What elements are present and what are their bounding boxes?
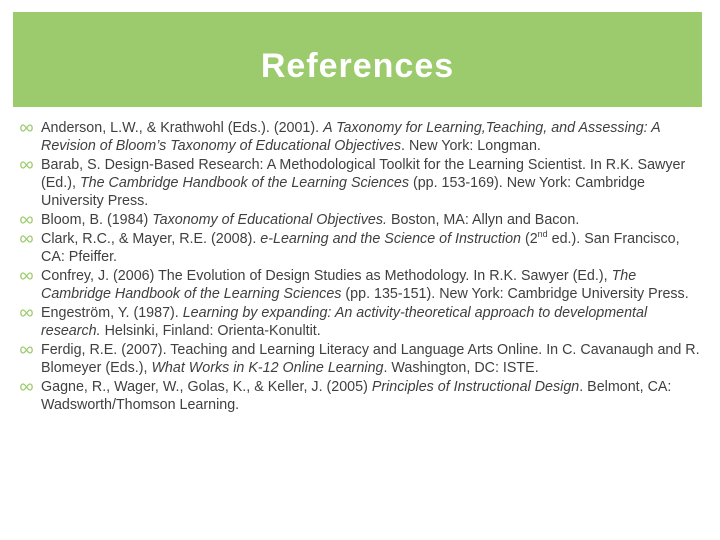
- reference-title: The Cambridge Handbook of the Learning Sciences: [79, 175, 409, 191]
- reference-text: Clark, R.C., & Mayer, R.E. (2008).: [41, 231, 261, 247]
- infinity-loop-icon: [20, 156, 34, 174]
- reference-text: Helsinki, Finland: Orienta-Konultit.: [100, 323, 321, 339]
- reference-text: . Belmont, CA: Wadsworth/Thomson Learning.: [41, 379, 672, 413]
- reference-text: Bloom, B. (1984): [41, 212, 153, 228]
- reference-title: Taxonomy of Educational Objectives.: [152, 212, 387, 228]
- reference-title: e-Learning and the Science of Instruction: [260, 231, 521, 247]
- infinity-loop-icon: [20, 211, 34, 229]
- superscript: nd: [537, 229, 548, 240]
- reference-item: [20, 211, 706, 229]
- reference-list: [20, 119, 706, 415]
- reference-text: Barab, S. Design-Based Research: A Methodological Toolkit for the Learning Scientist. In R.K. Sawyer (Ed.),: [41, 157, 686, 191]
- reference-text: . New York: Longman.: [401, 138, 541, 154]
- reference-title: A Taxonomy for Learning,Teaching, and Assessing: A Revision of Bloom’s Taxonomy of Educational Objectives: [41, 120, 661, 154]
- reference-text: ed.). San Francisco, CA: Pfeiffer.: [41, 231, 680, 265]
- infinity-loop-icon: [20, 378, 34, 396]
- infinity-loop-icon: [20, 304, 34, 322]
- infinity-loop-icon: [20, 341, 34, 359]
- infinity-loop-icon: [20, 230, 34, 248]
- reference-item: [20, 156, 706, 210]
- slide-title: References: [260, 47, 455, 85]
- reference-item: [20, 119, 706, 155]
- reference-item: [20, 230, 706, 266]
- reference-text: Gagne, R., Wager, W., Golas, K., & Keller, J. (2005): [41, 379, 372, 395]
- reference-item: [20, 341, 706, 377]
- reference-text: Confrey, J. (2006) The Evolution of Design Studies as Methodology. In R.K. Sawyer (Ed.),: [41, 268, 612, 284]
- reference-item: [20, 304, 706, 340]
- reference-text: Engeström, Y. (1987).: [41, 305, 183, 321]
- reference-text: (pp. 153-169). New York: Cambridge University Press.: [41, 175, 645, 209]
- reference-text: . Washington, DC: ISTE.: [383, 360, 539, 376]
- reference-text: Ferdig, R.E. (2007). Teaching and Learning Literacy and Language Arts Online. In C. Cavanaugh and R. Blomeyer (Eds.),: [41, 342, 700, 376]
- reference-title: Learning by expanding: An activity-theoretical approach to developmental research.: [41, 305, 648, 339]
- reference-item: [20, 378, 706, 414]
- reference-title: What Works in K-12 Online Learning: [151, 360, 384, 376]
- reference-title: The Cambridge Handbook of the Learning Sciences: [41, 268, 637, 302]
- infinity-loop-icon: [20, 267, 34, 285]
- reference-text: (2: [520, 231, 538, 247]
- infinity-loop-icon: [20, 119, 34, 137]
- reference-text: Anderson, L.W., & Krathwohl (Eds.). (2001).: [41, 120, 324, 136]
- reference-item: [20, 267, 706, 303]
- reference-title: Principles of Instructional Design: [371, 379, 580, 395]
- reference-text: (pp. 135-151). New York: Cambridge University Press.: [341, 286, 689, 302]
- title-bar: [13, 12, 702, 107]
- reference-text: Boston, MA: Allyn and Bacon.: [386, 212, 580, 228]
